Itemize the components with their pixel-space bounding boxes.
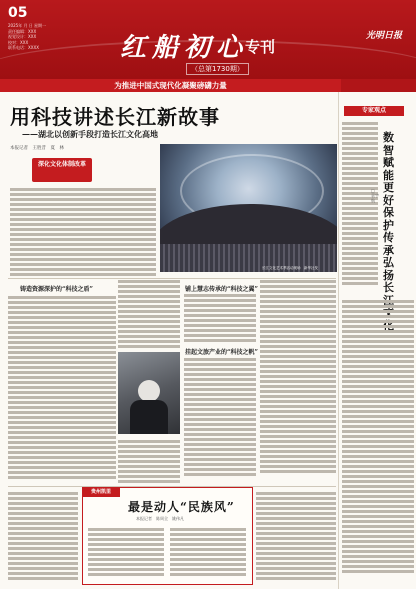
article-byline: 本报记者 王胜昔 夏 林 [10,146,64,151]
banner-right-block [341,79,416,92]
section-heading-3: 挂起文旅产业的“科技之帆” [185,349,258,356]
special-edition-label: 专刊 [245,38,276,56]
feature-byline: 本报记者 陈周全 姚伟凡 [136,516,184,521]
feature-location-tag: 贵州凯里 [82,487,120,497]
page-number: 05 [8,5,28,21]
photo-caption: 长江文化艺术季活动现场 新华社发 [262,266,318,270]
sidebar-byline: □ 袁宇航 [371,188,379,203]
intro-text-column [10,186,156,276]
feature-text-column [170,526,246,580]
feature-title: 最是动人“民族风” [128,500,235,514]
theme-banner: 为推进中国式现代化凝聚磅礴力量 [0,79,341,92]
meta-line: 2025年 月 日 星期一 [8,23,46,28]
sidebar-title: 数智赋能更好保护传承弘扬长 [383,131,394,294]
meta-line: 视觉设计：XXX [8,34,37,39]
masthead-title: 红船初心 [120,33,249,63]
section-heading-1: 铸造资源深护的“科技之盾” [20,286,93,293]
edition-meta [8,23,78,51]
body-text-column [8,294,116,484]
newspaper-logo: 光明日报 [365,31,402,41]
issue-number: （总第1730期） [186,63,249,75]
body-text-column [118,438,180,484]
body-text-column [118,278,180,350]
sidebar-text-column [342,298,414,586]
body-text-column [8,490,78,586]
vr-experience-photo [118,352,180,434]
body-text-column [260,278,336,483]
body-text-column [184,356,256,484]
expert-opinion-label: 专家观点 [344,106,404,116]
article-headline: 用科技讲述长江新故事 [10,105,220,129]
meta-line: 联系电话：XXXX [8,45,39,50]
body-text-column [184,292,256,344]
meta-line: 校对：XXX [8,39,29,45]
meta-line: 责任编辑：XXX [8,28,37,34]
topic-tag-badge: 深化文化体制改革 [32,158,92,182]
section-heading-2: 铺上慧志传承的“科技之翼” [185,286,258,293]
feature-text-column [88,526,164,580]
body-text-column [256,490,336,586]
main-photo [160,144,337,272]
sidebar-text-column [342,120,378,295]
article-subhead: ——湖北以创新手段打造长江文化高地 [22,129,158,139]
